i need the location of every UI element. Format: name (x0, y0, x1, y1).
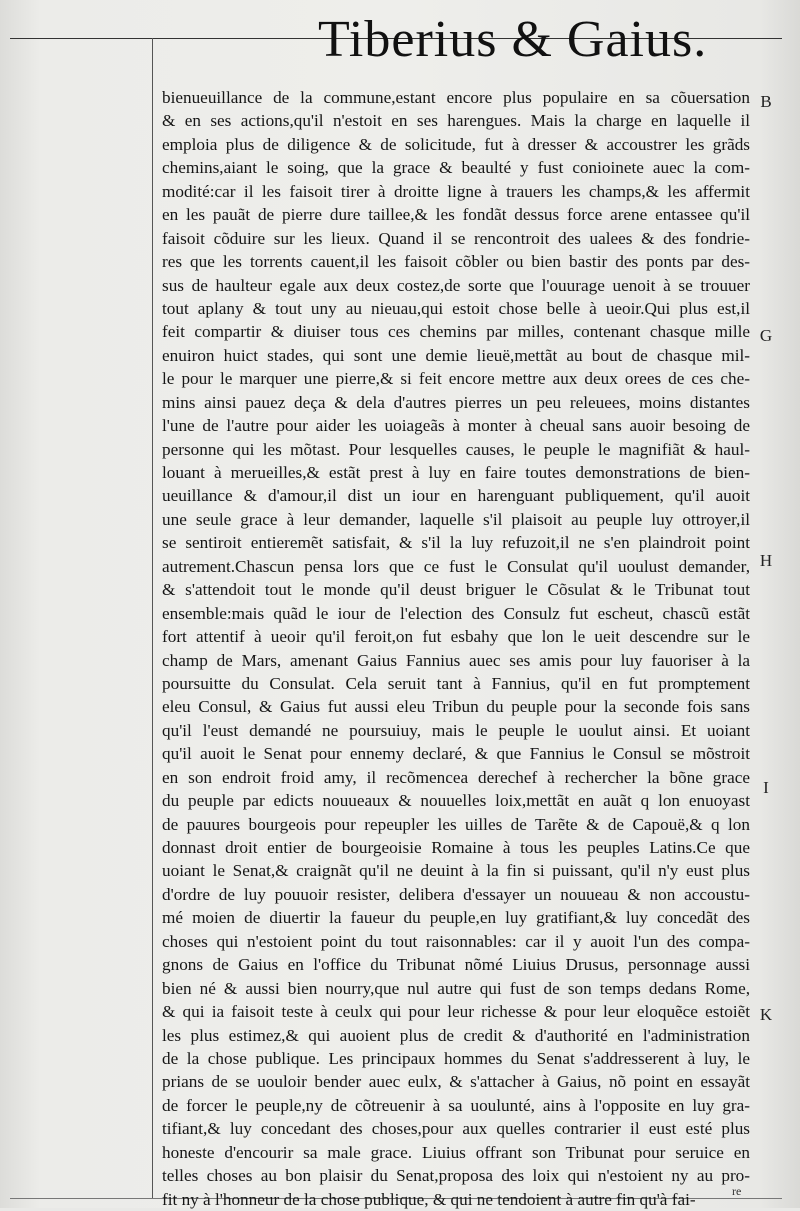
text-line: bien né & aussi bien nourry,que nul autre qui fust de son temps dedans Rome, (162, 978, 750, 998)
text-line: & qui ia faisoit teste à ceulx qui pour leur richesse & pour leur eloquẽce estoiẽt (162, 1002, 750, 1022)
text-line: bienueuillance de la commune,estant encore plus populaire en sa cõuersation (162, 88, 750, 107)
text-line: uoiant le Senat,& craignãt qu'il ne deuint à la fin si puissant, qu'il n'y eust plus (162, 861, 750, 881)
text-line: chemins,aiant le soing, que la grace & beaulté y fust conioinete auec la com- (162, 158, 750, 178)
text-line: mé moien de diuertir la faueur du peuple,en luy gratifiant,& luy concedãt des (162, 908, 750, 928)
text-line: eleu Consul, & Gaius fut aussi eleu Tribun du peuple pour la seconde fois sans (162, 697, 750, 717)
text-line: ueuillance & d'amour,il dist un iour en harenguant publiquement, qu'il auoit (162, 486, 750, 506)
text-line: poursuitte du Consulat. Cela seruit tant à Fannius, qu'il en fut promptement (162, 673, 750, 693)
text-line: & s'attendoit tout le monde qu'il deust briguer le Cõsulat & le Tribunat tout (162, 580, 750, 600)
text-line: feit compartir & diuiser tous ces chemins par milles, contenant chasque mille (162, 322, 750, 342)
text-line: champ de Mars, amenant Gaius Fannius auec ses amis pour luy fauoriser à la (162, 650, 750, 670)
body-text (162, 86, 750, 1211)
text-line: de pauures bourgeois pour repeupler les uilles de Tarẽte & de Capouë,& q lon (162, 814, 750, 834)
text-line: tifiant,& luy concedant des choses,pour aux quelles contrarier il eust esté plus (162, 1119, 750, 1139)
text-line: sus de haulteur egale aux deux costez,de sorte que l'ouurage uenoit à se trouuer (162, 275, 750, 295)
margin-letter-i: I (763, 778, 769, 797)
text-line: telles choses au bon plaisir du Senat,proposa des loix qui n'estoient ny au pro- (162, 1166, 750, 1186)
text-line: du peuple par edicts nouueaux & nouuelles loix,mettãt en auãt q lon enuoyast (162, 791, 750, 811)
margin-letter-b: B (760, 92, 772, 111)
text-line: autrement.Chascun pensa lors que ce fust le Consulat qu'il uoulust demander, (162, 556, 750, 576)
text-line: honeste d'encourir sa male grace. Liuius offrant son Tribunat pour seruice en (162, 1142, 750, 1162)
text-line: personne qui les mõtast. Pour lesquelles causes, le peuple le magnifiãt & haul- (162, 439, 750, 459)
margin-letter-h: H (759, 551, 773, 570)
text-line: fit ny à l'honneur de la chose publique, & qui ne tendoient à autre fin qu'à fai- (162, 1189, 696, 1209)
text-line: modité:car il les faisoit tirer à droitte ligne à trauers les champs,& les affermit (162, 181, 750, 201)
text-line: se sentiroit entieremẽt satisfait, & s'il la luy refuzoit,il ne s'en plaindroit point (162, 533, 750, 553)
text-line: gnons de Gaius en l'office du Tribunat nõmé Liuius Drusus, personnage aussi (162, 955, 750, 975)
margin-letter-k: K (759, 1005, 773, 1024)
text-line: une seule grace à leur demander, laquelle s'il plaisoit au peuple luy ottroyer,il (162, 509, 750, 529)
left-margin-rule (152, 38, 153, 1198)
catchword: re (732, 1184, 742, 1198)
text-line: res que les torrents cauent,il les faisoit cõbler ou bien bastir des ponts par des- (162, 252, 750, 272)
text-line: d'ordre de luy pouuoir resister, delibera d'essayer un nouueau & non accoustu- (162, 884, 750, 904)
text-line: le pour le marquer une pierre,& si feit encore mettre aux deux orees de ces che- (162, 369, 750, 389)
text-line: ensemble:mais quãd le iour de l'election des Consulz fut escheut, chascũ estãt (162, 603, 750, 623)
text-line: donnast droit entier de bourgeoisie Romaine à tous les peuples Latins.Ce que (162, 838, 750, 857)
text-line: de forcer le peuple,ny de cõtreuenir à sa uoulunté, ains à l'opposite en luy gra- (162, 1095, 750, 1115)
text-line: faisoit cõduire sur les lieux. Quand il se rencontroit des ualees & des fondrie- (162, 228, 750, 248)
text-line: tout aplany & tout uny au nieuau,qui estoit chose belle à ueoir.Qui plus est,il (162, 298, 750, 318)
text-line: emploia plus de diligence & de solicitude, fut à dresser & accoustrer les grãds (162, 134, 750, 154)
text-line: choses qui n'estoient point du tout raisonnables: car il y auoit l'un des compa- (162, 931, 750, 951)
text-line: fort attentif à ueoir qu'il feroit,on fut esbahy que lon le ueit descendre sur le (162, 627, 750, 647)
text-line: qu'il l'eust demandé ne poursuiuy, mais le peuple le uoulut ainsi. Et uoiant (162, 720, 750, 740)
text-line: enuiron huict stades, qui sont une demie lieuë,mettãt au bout de chasque mil- (162, 345, 750, 365)
text-line: prians de se uouloir bender auec eulx, & s'attacher à Gaius, nõ point en essayãt (162, 1072, 750, 1092)
margin-letter-g: G (759, 326, 773, 345)
text-line: qu'il auoit le Senat pour ennemy declaré, & que Fannius le Consul se mõstroit (162, 744, 750, 764)
text-line: mins ainsi pauez deça & dela d'autres pierres un peu releuees, moins distantes (162, 392, 750, 412)
text-line: l'une de l'autre pour aider les uoiageãs à monter à cheual sans auoir besoing de (162, 416, 750, 436)
text-line: en les pauãt de pierre dure taillee,& les fondãt dessus force arene entassee qu'il (162, 205, 750, 225)
text-line: louant à merueilles,& estãt prest à luy en faire toutes demonstrations de bien- (162, 463, 750, 482)
text-line: en son endroit froid amy, il recõmencea derechef à rechercher la bõne grace (162, 767, 750, 787)
running-title: Tiberius & Gaius. (318, 11, 708, 68)
text-line: les plus estimez,& qui auoient plus de credit & d'authorité en l'administration (162, 1025, 750, 1045)
text-line: de la chose publique. Les principaux hommes du Senat s'addresserent à luy, le (162, 1048, 750, 1068)
text-line: & en ses actions,qu'il n'estoit en ses harengues. Mais la charge en laquelle il (162, 111, 750, 131)
